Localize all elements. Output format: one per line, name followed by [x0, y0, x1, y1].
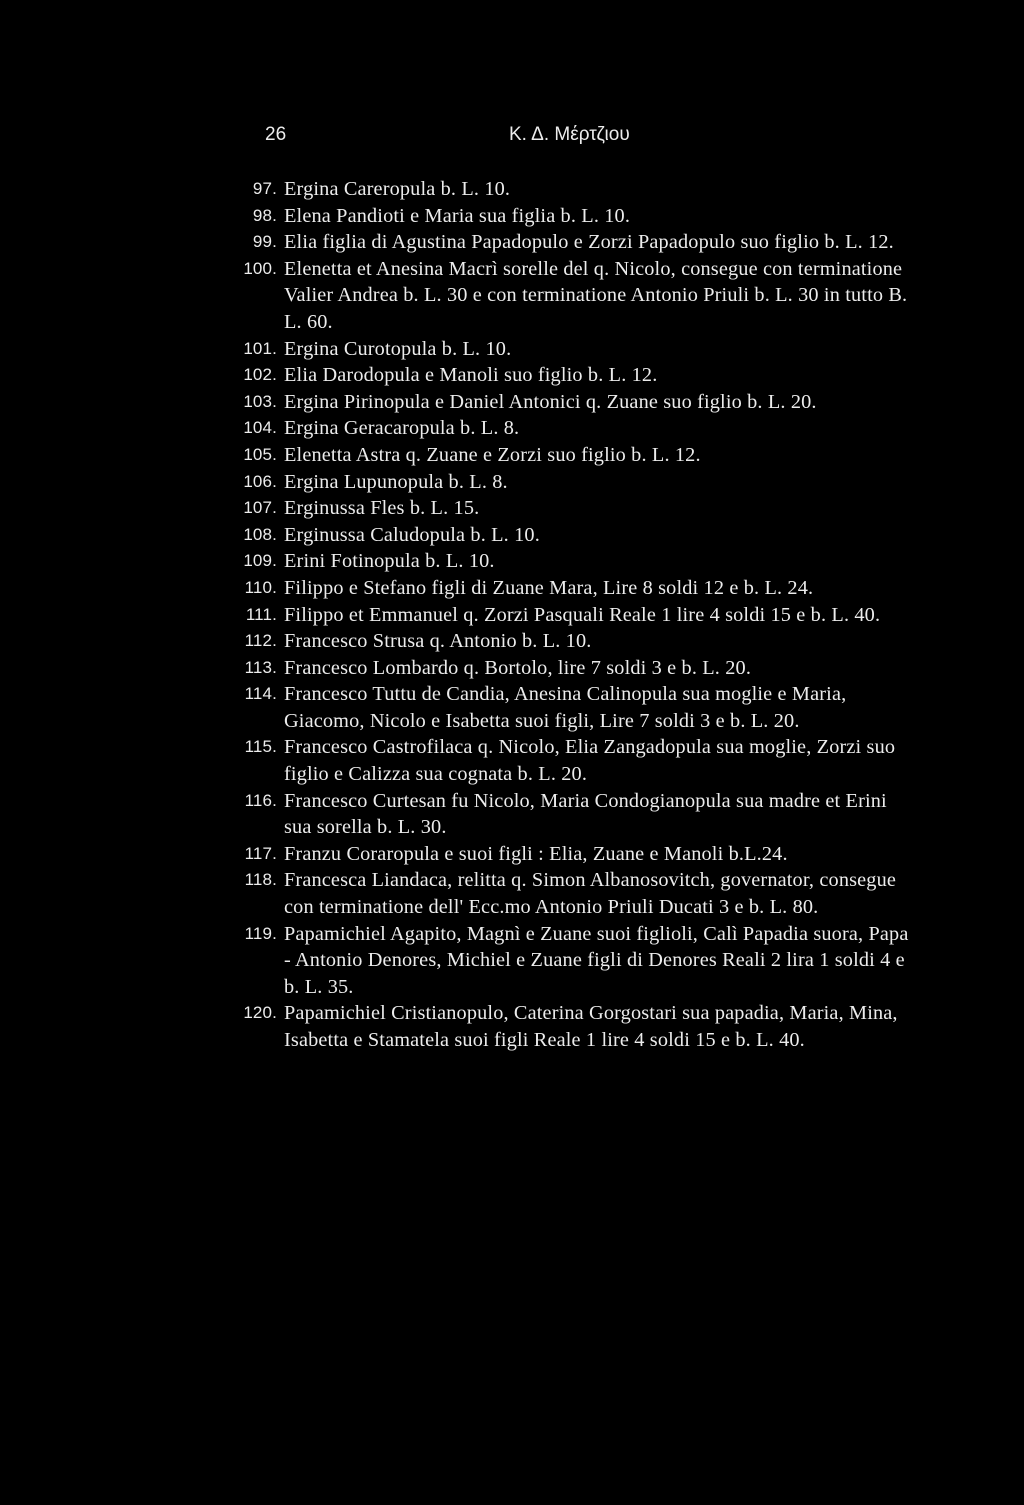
- entry-number: 102.: [243, 365, 277, 385]
- running-head-author: Κ. Δ. Μέρτζιου: [509, 124, 630, 145]
- entry-number: 98.: [252, 205, 277, 225]
- entry-text: Franzu Coraropula e suoi figli : Elia, Zuane e Manoli b.L.24.: [284, 842, 788, 865]
- entry-text: Ergina Lupunopula b. L. 8.: [284, 470, 508, 493]
- list-item: [240, 1000, 910, 1053]
- entry-number: 109.: [243, 551, 277, 571]
- list-item: [240, 522, 910, 549]
- entry-number: 100.: [243, 258, 277, 278]
- entry-number: 112.: [244, 631, 277, 651]
- list-item: [240, 734, 910, 787]
- list-item: [240, 415, 910, 442]
- list-item: [240, 575, 910, 602]
- entry-number: 107.: [243, 498, 277, 518]
- entry-text: Francesca Liandaca, relitta q. Simon Albanosovitch, governator, consegue con terminatione dell' Ecc.mo Antonio Priuli Ducati 3 e b. L. 80.: [284, 869, 897, 919]
- list-item: [240, 203, 910, 230]
- entry-text: Elia figlia di Agustina Papadopulo e Zorzi Papadopulo suo figlio b. L. 12.: [284, 231, 894, 254]
- list-item: [240, 867, 910, 920]
- entry-text: Filippo et Emmanuel q. Zorzi Pasquali Reale 1 lire 4 soldi 15 e b. L. 40.: [284, 603, 881, 626]
- entry-text: Elenetta Astra q. Zuane e Zorzi suo figlio b. L. 12.: [284, 443, 701, 466]
- entry-number: 104.: [243, 418, 277, 438]
- entry-number: 106.: [243, 471, 277, 491]
- list-item: [240, 256, 910, 336]
- list-item: [240, 362, 910, 389]
- entry-number: 119.: [244, 923, 277, 943]
- entry-text: Francesco Strusa q. Antonio b. L. 10.: [284, 630, 592, 653]
- entry-text: Erini Fotinopula b. L. 10.: [284, 550, 495, 573]
- entry-text: Ergina Curotopula b. L. 10.: [284, 337, 512, 360]
- entry-text: Erginussa Fles b. L. 15.: [284, 497, 480, 520]
- entry-text: Francesco Curtesan fu Nicolo, Maria Condogianopula sua madre et Erini sua sorella b. L. 30.: [284, 789, 887, 839]
- entry-text: Ergina Careropula b. L. 10.: [284, 178, 511, 200]
- entry-number: 101.: [243, 338, 277, 358]
- list-item: [240, 442, 910, 469]
- entry-text: Francesco Lombardo q. Bortolo, lire 7 soldi 3 e b. L. 20.: [284, 656, 752, 679]
- entry-text: Erginussa Caludopula b. L. 10.: [284, 523, 540, 546]
- entry-text: Elena Pandioti e Maria sua figlia b. L. 10.: [284, 204, 631, 227]
- entry-text: Elenetta et Anesina Macrì sorelle del q. Nicolo, consegue con terminatione Valier Andrea b. L. 30 e con terminatione Antonio Priuli b. L. 30 in tutto B. L. 60.: [284, 257, 908, 333]
- entry-number: 111.: [245, 604, 277, 624]
- list-item: [240, 841, 910, 868]
- entry-number: 117.: [244, 843, 277, 863]
- list-item: [240, 336, 910, 363]
- entry-text: Papamichiel Agapito, Magnì e Zuane suoi figlioli, Calì Papadia suora, Papa - Antonio Denores, Michiel e Zuane figli di Denores Reali 2 lira 1 soldi 4 e b. L. 35.: [284, 922, 909, 998]
- entry-number: 120.: [243, 1003, 277, 1023]
- list-item: [240, 176, 910, 203]
- list-item: [240, 495, 910, 522]
- entry-number: 115.: [244, 737, 277, 757]
- list-item: [240, 389, 910, 416]
- entry-number: 108.: [243, 524, 277, 544]
- list-item: [240, 655, 910, 682]
- entry-number: 116.: [244, 790, 277, 810]
- entry-number: 103.: [243, 391, 277, 411]
- list-item: [240, 628, 910, 655]
- entry-list: [240, 176, 910, 1054]
- list-item: [240, 602, 910, 629]
- entry-number: 99.: [252, 232, 277, 252]
- list-item: [240, 681, 910, 734]
- entry-number: 97.: [252, 179, 277, 198]
- entry-number: 118.: [244, 870, 277, 890]
- entry-text: Ergina Pirinopula e Daniel Antonici q. Zuane suo figlio b. L. 20.: [284, 390, 817, 413]
- entry-text: Ergina Geracaropula b. L. 8.: [284, 417, 520, 440]
- page-number: 26: [265, 124, 287, 145]
- list-item: [240, 548, 910, 575]
- list-item: [240, 921, 910, 1001]
- entry-number: 105.: [243, 444, 277, 464]
- entry-text: Papamichiel Cristianopulo, Caterina Gorgostari sua papadia, Maria, Mina, Isabetta e Stamatela suoi figli Reale 1 lire 4 soldi 15 e b. L. 40.: [284, 1002, 898, 1051]
- entry-number: 113.: [244, 657, 277, 677]
- entry-text: Filippo e Stefano figli di Zuane Mara, Lire 8 soldi 12 e b. L. 24.: [284, 576, 814, 599]
- list-item: [240, 229, 910, 256]
- list-item: [240, 788, 910, 841]
- entry-text: Francesco Tuttu de Candia, Anesina Calinopula sua moglie e Maria, Giacomo, Nicolo e Isabetta suoi figli, Lire 7 soldi 3 e b. L. 20.: [284, 683, 847, 732]
- list-item: [240, 469, 910, 496]
- running-head: [0, 124, 1024, 154]
- entry-number: 110.: [244, 577, 277, 597]
- entry-text: Francesco Castrofilaca q. Nicolo, Elia Zangadopula sua moglie, Zorzi suo figlio e Calizza sua cognata b. L. 20.: [284, 736, 896, 786]
- entry-number: 114.: [244, 684, 277, 704]
- entry-text: Elia Darodopula e Manoli suo figlio b. L. 12.: [284, 364, 658, 387]
